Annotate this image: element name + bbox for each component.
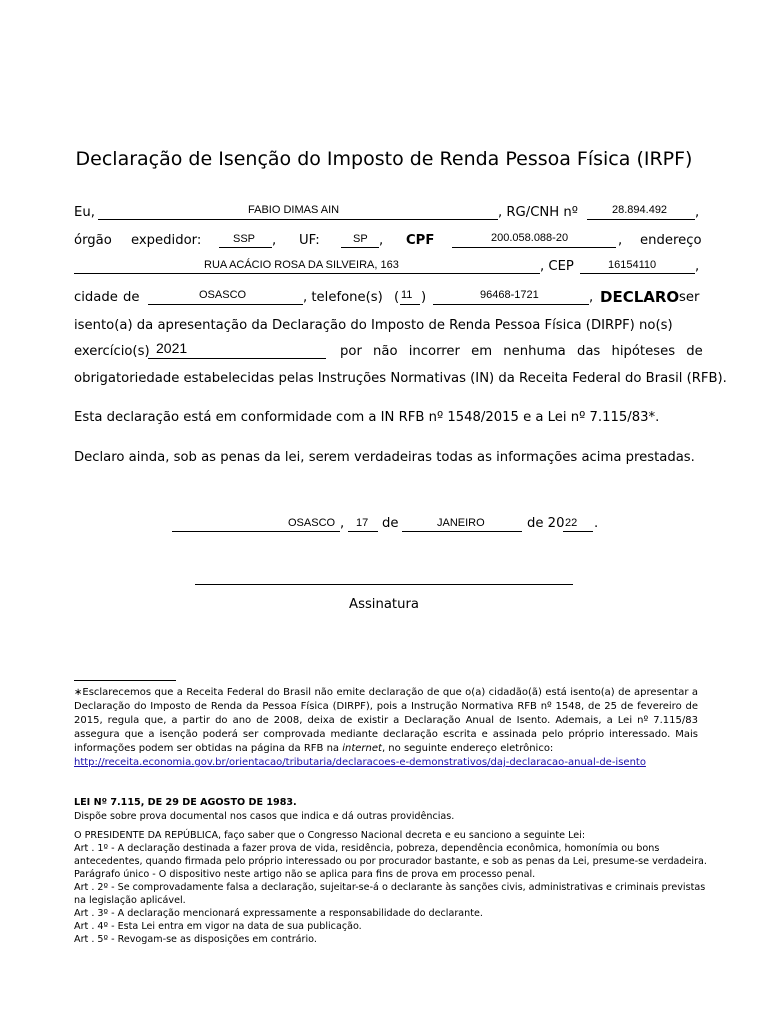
dia-underline [348, 531, 378, 532]
cpf-field[interactable]: 200.058.088-20 [491, 232, 569, 244]
comma: , [589, 290, 594, 305]
law-art2b: na legislação aplicável. [74, 895, 186, 906]
law-art2a: Art . 2º - Se comprovadamente falsa a declaração, sujeitar-se-á o declarante às sanções civis, administrativas e criminais previstas [74, 882, 706, 893]
cep-underline [580, 273, 695, 274]
rg-underline [587, 219, 695, 220]
telefone-underline [433, 304, 589, 305]
ddd-field[interactable]: 11 [401, 289, 413, 301]
endereco-field[interactable]: RUA ACÁCIO ROSA DA SILVEIRA, 163 [204, 259, 399, 271]
isento-text: isento(a) da apresentação da Declaração do Imposto de Renda Pessoa Física (DIRPF) no(s) [74, 318, 673, 333]
footnote-text-end: , no seguinte endereço eletrônico: [381, 743, 554, 754]
obrigatoriedade-text: obrigatoriedade estabelecidas pelas Instruções Normativas (IN) da Receita Federal do Brasil (RFB). [74, 371, 727, 386]
label-telefone: , telefone(s) [303, 290, 383, 305]
label-ser: ser [679, 290, 700, 305]
por-nao-text: por não incorrer em nenhuma das hipóteses de [340, 344, 703, 359]
exercicio-underline [148, 358, 326, 359]
conformidade-text: Esta declaração está em conformidade com a IN RFB nº 1548/2015 e a Lei nº 7.115/83*. [74, 410, 660, 425]
label-cidade: cidade [74, 290, 118, 305]
rfb-link[interactable]: http://receita.economia.gov.br/orientacao/tributaria/declaracoes-e-demonstrativos/daj-declaracao-anual-de-isento [74, 757, 646, 768]
label-de-20: de 20 [527, 516, 565, 531]
signature-line [195, 584, 573, 585]
endereco-underline [74, 273, 540, 274]
label-exercicio: exercício(s) [74, 344, 150, 359]
label-cep: , CEP [540, 259, 574, 274]
law-art5: Art . 5º - Revogam-se as disposições em contrário. [74, 934, 317, 945]
label-orgao: órgão [74, 233, 112, 248]
mes-field[interactable]: JANEIRO [437, 517, 485, 529]
local-underline [172, 531, 340, 532]
ano-underline [563, 531, 593, 532]
law-art1b: antecedentes, quando firmada pelo próprio interessado ou por procurador bastante, e sob as penas da Lei, presume-se verdadeira. [74, 856, 707, 867]
footnote [74, 686, 698, 770]
cidade-field[interactable]: OSASCO [199, 289, 247, 301]
mes-underline [402, 531, 522, 532]
declaro-ainda-text: Declaro ainda, sob as penas da lei, serem verdadeiras todas as informações acima prestadas. [74, 450, 695, 465]
cidade-underline [148, 304, 303, 305]
label-de: de [123, 290, 140, 305]
footnote-internet: internet [342, 743, 382, 754]
label-uf: UF: [299, 233, 320, 248]
name-underline [98, 219, 498, 220]
rg-field[interactable]: 28.894.492 [612, 204, 668, 216]
label-expedidor: expedidor: [131, 233, 202, 248]
orgao-field[interactable]: SSP [233, 233, 256, 245]
label-rg: , RG/CNH nº [498, 205, 578, 220]
label-declaro: DECLARO [600, 288, 680, 306]
law-heading: LEI Nº 7.115, DE 29 DE AGOSTO DE 1983. [74, 797, 297, 808]
label-endereco: endereço [640, 233, 702, 248]
cep-field[interactable]: 16154110 [608, 259, 657, 271]
law-art1c: Parágrafo único - O dispositivo neste artigo não se aplica para fins de prova em processo penal. [74, 869, 536, 880]
ano-field[interactable]: 22 [565, 517, 578, 529]
ddd-underline [400, 304, 420, 305]
paren-close: ) [421, 290, 427, 305]
comma: , [695, 205, 700, 220]
comma: , [272, 233, 277, 248]
uf-underline [341, 247, 379, 248]
name-field[interactable]: FABIO DIMAS AIN [248, 204, 340, 216]
page-title: Declaração de Isenção do Imposto de Renda Pessoa Física (IRPF) [75, 148, 693, 170]
law-intro: O PRESIDENTE DA REPÚBLICA, faço saber que o Congresso Nacional decreta e eu sanciono a seguinte Lei: [74, 830, 586, 841]
label-de-dia: de [382, 516, 399, 531]
comma: , [695, 259, 700, 274]
paren-open: ( [394, 290, 400, 305]
label-eu: Eu, [74, 205, 95, 220]
comma: , [618, 233, 623, 248]
cpf-underline [452, 247, 616, 248]
orgao-underline [219, 247, 272, 248]
footnote-separator [74, 680, 176, 681]
signature-label: Assinatura [349, 597, 419, 612]
exercicio-field[interactable]: 2021 [156, 340, 188, 356]
law-art1a: Art . 1º - A declaração destinada a fazer prova de vida, residência, pobreza, dependência econômica, homonímia ou bons [74, 843, 660, 854]
uf-field[interactable]: SP [353, 233, 368, 245]
comma: , [340, 516, 345, 531]
footnote-text: ∗Esclarecemos que a Receita Federal do Brasil não emite declaração de que o(a) cidadão(ã) está isento(a) de apresentar a Declaração do Imposto de Renda da Pessoa Física (DIRPF), pois a Instrução Normativa RFB nº 1548, de 25 de fevereiro de 2015, regula que, a partir do ano de 2008, deixa de existir a Declaração Anual de Isento. Ademais, a Lei nº 7.115/83 assegura que a isenção poderá ser comprovada mediante declaração escrita e assinada pelo próprio interessado. Mais informações podem ser obtidas na página da RFB na [74, 687, 698, 754]
law-art3: Art . 3º - A declaração mencionará expressamente a responsabilidade do declarante. [74, 908, 483, 919]
period: . [594, 516, 599, 531]
label-cpf: CPF [406, 233, 435, 248]
telefone-field[interactable]: 96468-1721 [480, 289, 539, 301]
law-art4: Art . 4º - Esta Lei entra em vigor na data de sua publicação. [74, 921, 362, 932]
law-subtitle: Dispõe sobre prova documental nos casos que indica e dá outras providências. [74, 811, 455, 822]
comma: , [379, 233, 384, 248]
dia-field[interactable]: 17 [356, 517, 369, 529]
local-field[interactable]: OSASCO [288, 517, 336, 529]
